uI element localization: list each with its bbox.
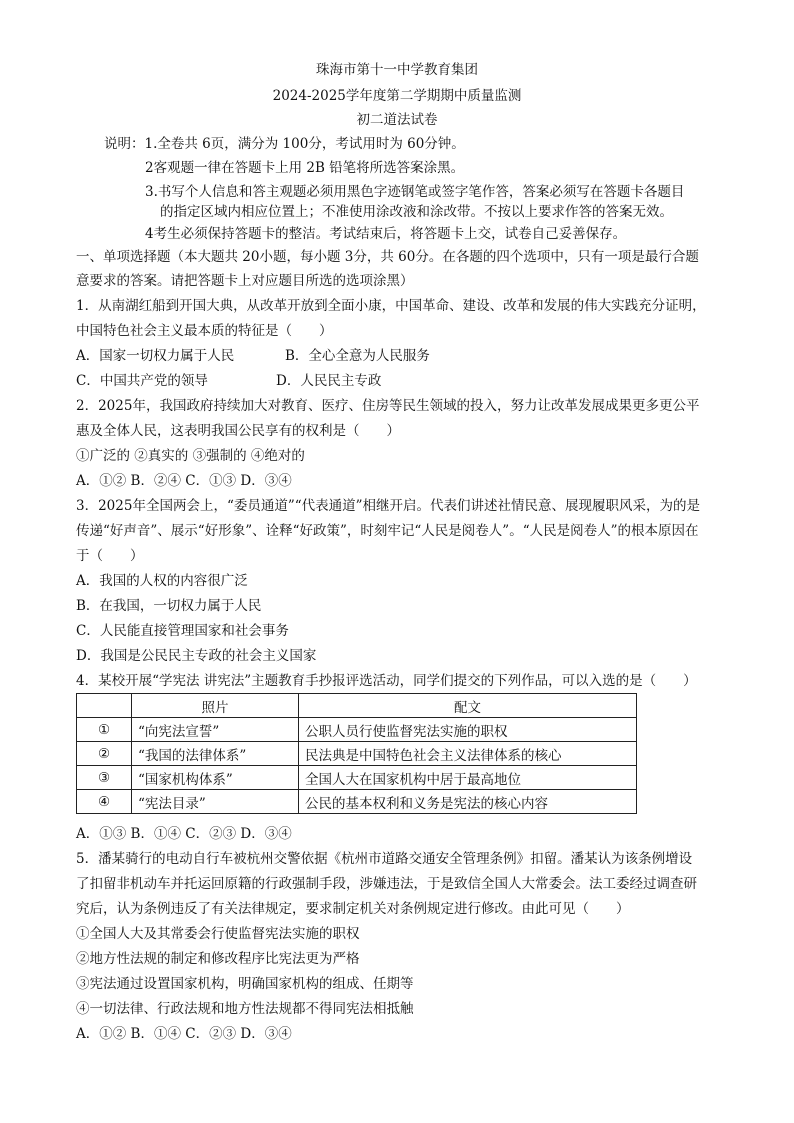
table-row — [77, 718, 637, 742]
table-cell-photo: “我国的法律体系” — [132, 742, 299, 766]
table-header-cell: 照片 — [132, 694, 299, 718]
question-2-options: A．①② B．②④ C．①③ D．③④ — [76, 473, 292, 489]
question-2-stem: 2．2025年，我国政府持续加大对教育、医疗、住房等民生领域的投入，努力让改革发展成果更多更公平 — [76, 398, 700, 414]
instruction-line: 4考生必须保持答题卡的整洁。考试结束后，将答题卡上交，试卷自己妥善保存。 — [145, 226, 627, 242]
question-5-item: ②地方性法规的制定和修改程序比宪法更为严格 — [76, 951, 360, 967]
table-cell-number: ④ — [77, 790, 132, 814]
question-3-option-c: C．人民能直接管理国家和社会事务 — [76, 623, 289, 639]
table-cell-photo: “向宪法宣誓” — [132, 718, 299, 742]
table-cell-photo: “国家机构体系” — [132, 766, 299, 790]
instruction-line: 的指定区域内相应位置上；不准使用涂改液和涂改带。不按以上要求作答的答案无效。 — [160, 204, 673, 220]
school-name: 珠海市第十一中学教育集团 — [316, 62, 478, 78]
question-5-item: ③宪法通过设置国家机构，明确国家机构的组成、任期等 — [76, 976, 414, 992]
table-cell-number: ③ — [77, 766, 132, 790]
table-row — [77, 766, 637, 790]
question-1-option-c: C．中国共产党的领导 — [76, 373, 208, 389]
table-cell-caption: 全国人大在国家机构中居于最高地位 — [299, 766, 637, 790]
question-3-option-b: B．在我国，一切权力属于人民 — [76, 598, 262, 614]
table-cell-caption: 公职人员行使监督宪法实施的职权 — [299, 718, 637, 742]
question-4-options: A．①③ B．①④ C．②③ D．③④ — [76, 826, 292, 842]
table-header-row — [77, 694, 637, 718]
table-header-cell: 配文 — [299, 694, 637, 718]
question-5-stem: 5．潘某骑行的电动自行车被杭州交警依据《杭州市道路交通安全管理条例》扣留。潘某认为该条例增设 — [76, 851, 693, 867]
question-3-option-d: D．我国是公民民主专政的社会主义国家 — [76, 648, 317, 664]
table-cell-number: ② — [77, 742, 132, 766]
table-header-cell — [77, 694, 132, 718]
section-heading: 一、单项选择题（本大题共 20小题，每小题 3分，共 60分。在各题的四个选项中，只有一项是最行合题 — [76, 249, 699, 265]
question-2-items: ①广泛的 ②真实的 ③强制的 ④绝对的 — [76, 448, 305, 464]
question-5-options: A．①② B．①④ C．②③ D．③④ — [76, 1026, 292, 1042]
question-5-item: ④一切法律、行政法规和地方性法规都不得同宪法相抵触 — [76, 1001, 414, 1017]
question-3-stem: 于（ ） — [76, 548, 144, 564]
question-5-stem: 了扣留非机动车并托运回原籍的行政强制手段，涉嫌违法，于是致信全国人大常委会。法工委经过调查研 — [76, 876, 697, 892]
table-row — [77, 742, 637, 766]
question-3-option-a: A．我国的人权的内容很广泛 — [76, 573, 248, 589]
question-5-item: ①全国人大及其常委会行使监督宪法实施的职权 — [76, 926, 360, 942]
table-cell-caption: 民法典是中国特色社会主义法律体系的核心 — [299, 742, 637, 766]
question-3-stem: 传递“好声音”、展示“好形象”、诠释“好政策”，时刻牢记“人民是阅卷人”。“人民是阅卷人”的根本原因在 — [76, 523, 699, 539]
question-4-stem: 4．某校开展“学宪法 讲宪法”主题教育手抄报评选活动，同学们提交的下列作品，可以入选的是（ ） — [76, 673, 697, 689]
exam-subject: 初二道法试卷 — [356, 112, 438, 128]
question-5-stem: 究后，认为条例违反了有关法律规定，要求制定机关对条例规定进行修改。由此可见（ ） — [76, 901, 630, 917]
table-cell-photo: “宪法目录” — [132, 790, 299, 814]
instruction-line: 3.书写个人信息和答主观题必须用黑色字迹钢笔或签字笔作答，答案必须写在答题卡各题目 — [145, 184, 685, 200]
question-3-stem: 3．2025年全国两会上，“委员通道”“代表通道”相继开启。代表们讲述社情民意、展现履职风采，为的是 — [76, 498, 701, 514]
question-2-stem: 惠及全体人民，这表明我国公民享有的权利是（ ） — [76, 423, 400, 439]
instruction-line: 说明：1.全卷共 6页，满分为 100分，考试用时为 60分钟。 — [104, 136, 465, 152]
question-4-table — [76, 693, 637, 814]
question-1-option-b: B．全心全意为人民服务 — [285, 348, 430, 364]
question-1-stem: 中国特色社会主义最本质的特征是（ ） — [76, 323, 333, 339]
question-1-option-a: A．国家一切权力属于人民 — [76, 348, 235, 364]
table-cell-number: ① — [77, 718, 132, 742]
question-1-option-d: D．人民民主专政 — [276, 373, 382, 389]
exam-term: 2024-2025学年度第二学期期中质量监测 — [272, 88, 522, 104]
table-cell-caption: 公民的基本权利和义务是宪法的核心内容 — [299, 790, 637, 814]
question-1-stem: 1．从南湖红船到开国大典，从改革开放到全面小康，中国革命、建设、改革和发展的伟大实践充分证明， — [76, 298, 706, 314]
table-row — [77, 790, 637, 814]
section-heading: 意要求的答案。请把答题卡上对应题目所选的选项涂黑） — [76, 273, 414, 289]
instruction-line: 2客观题一律在答题卡上用 2B 铅笔将所选答案涂黑。 — [145, 160, 465, 176]
